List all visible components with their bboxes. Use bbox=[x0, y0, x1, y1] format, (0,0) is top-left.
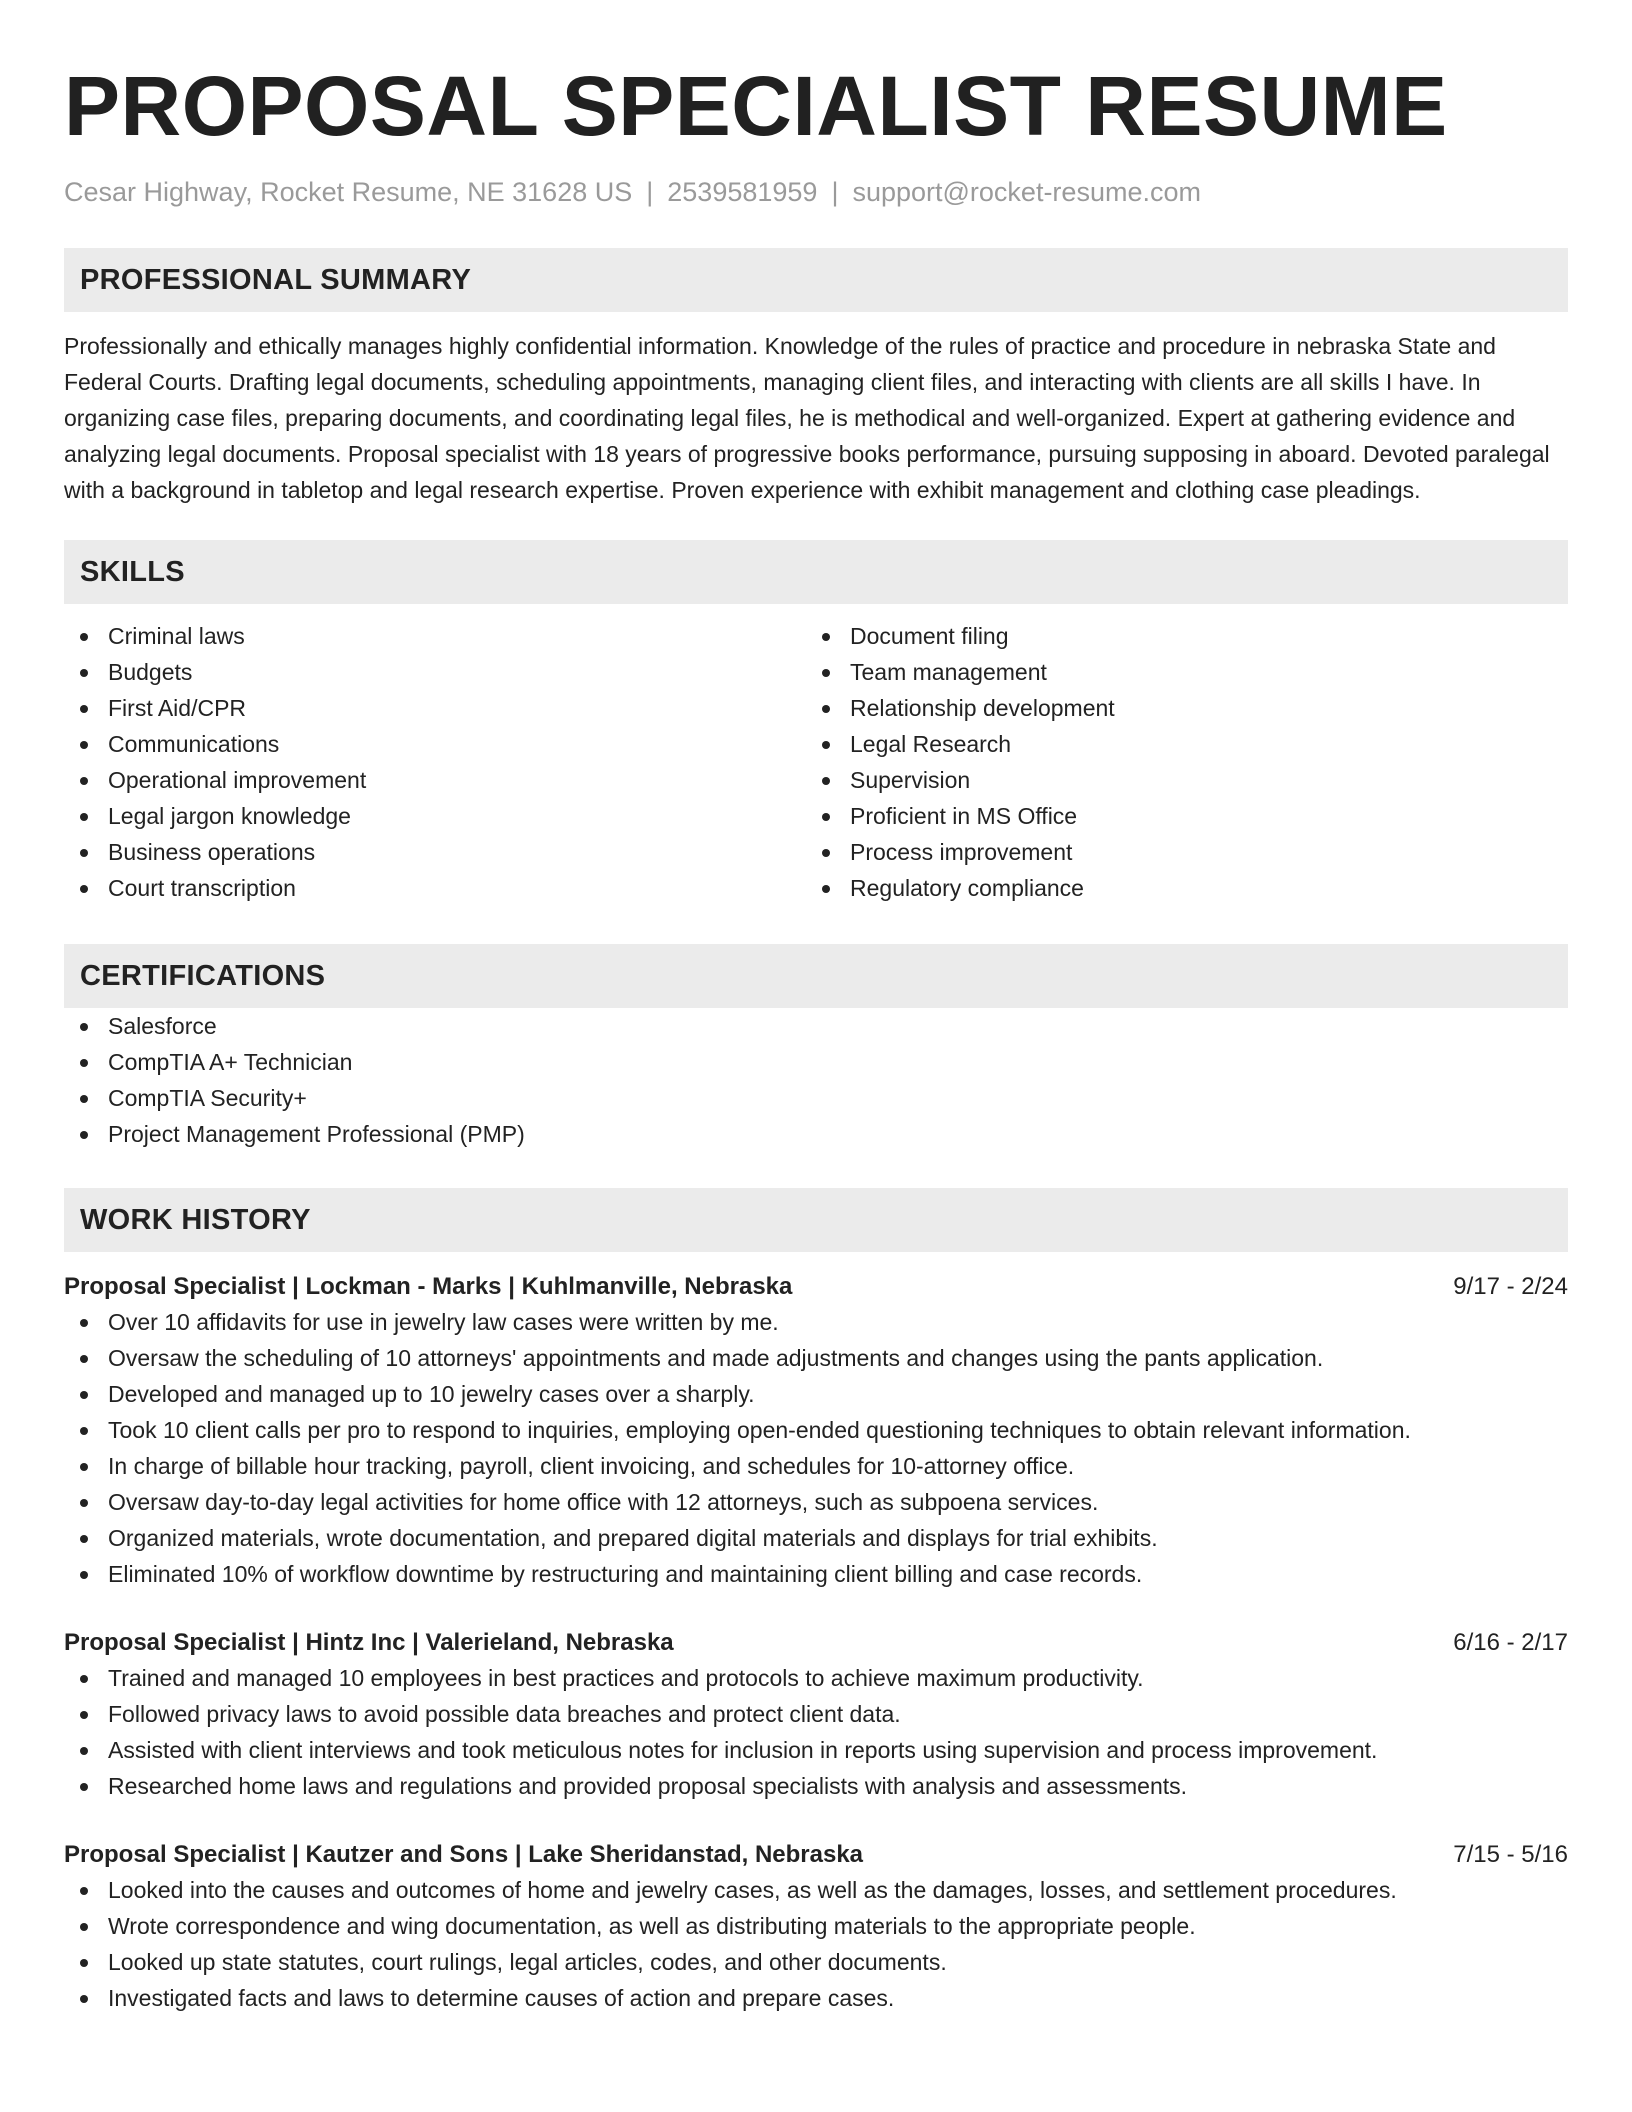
job-bullet: Developed and managed up to 10 jewelry cases over a sharply. bbox=[64, 1376, 1568, 1412]
job-dates: 9/17 - 2/24 bbox=[1453, 1273, 1568, 1300]
certifications-heading: CERTIFICATIONS bbox=[64, 944, 1568, 1008]
job-bullet: Looked into the causes and outcomes of home and jewelry cases, as well as the damages, losses, and settlement procedures. bbox=[64, 1872, 1568, 1908]
job-dates: 6/16 - 2/17 bbox=[1453, 1629, 1568, 1656]
skill-item: Relationship development bbox=[806, 690, 1548, 726]
skill-item: Communications bbox=[64, 726, 806, 762]
job-header bbox=[64, 1838, 1568, 1872]
job-bullet: Assisted with client interviews and took meticulous notes for inclusion in reports using supervision and process improvement. bbox=[64, 1732, 1568, 1768]
job-entry bbox=[64, 1838, 1568, 2016]
job-bullet: Eliminated 10% of workflow downtime by restructuring and maintaining client billing and case records. bbox=[64, 1556, 1568, 1592]
job-bullet: Organized materials, wrote documentation, and prepared digital materials and displays for trial exhibits. bbox=[64, 1520, 1568, 1556]
skill-item: Supervision bbox=[806, 762, 1548, 798]
certification-item: Project Management Professional (PMP) bbox=[64, 1116, 1568, 1152]
skill-item: Budgets bbox=[64, 654, 806, 690]
job-bullet: Oversaw the scheduling of 10 attorneys' appointments and made adjustments and changes using the pants application. bbox=[64, 1340, 1568, 1376]
job-bullet: Over 10 affidavits for use in jewelry law cases were written by me. bbox=[64, 1304, 1568, 1340]
certifications-list bbox=[64, 1008, 1568, 1152]
contact-line bbox=[64, 176, 1568, 208]
skill-item: Proficient in MS Office bbox=[806, 798, 1548, 834]
skill-item: First Aid/CPR bbox=[64, 690, 806, 726]
job-bullet: Looked up state statutes, court rulings, legal articles, codes, and other documents. bbox=[64, 1944, 1568, 1980]
contact-address: Cesar Highway, Rocket Resume, NE 31628 US bbox=[64, 177, 633, 207]
job-header bbox=[64, 1626, 1568, 1660]
summary-heading: PROFESSIONAL SUMMARY bbox=[64, 248, 1568, 312]
job-bullet: Investigated facts and laws to determine causes of action and prepare cases. bbox=[64, 1980, 1568, 2016]
job-bullet: Wrote correspondence and wing documentation, as well as distributing materials to the appropriate people. bbox=[64, 1908, 1568, 1944]
skill-item: Legal Research bbox=[806, 726, 1548, 762]
job-bullet: Took 10 client calls per pro to respond to inquiries, employing open-ended questioning techniques to obtain relevant information. bbox=[64, 1412, 1568, 1448]
job-bullet: Trained and managed 10 employees in best practices and protocols to achieve maximum productivity. bbox=[64, 1660, 1568, 1696]
certification-item: CompTIA A+ Technician bbox=[64, 1044, 1568, 1080]
skill-item: Regulatory compliance bbox=[806, 870, 1548, 906]
skills-grid bbox=[64, 618, 1568, 906]
job-bullets bbox=[64, 1660, 1568, 1804]
page-title: PROPOSAL SPECIALIST RESUME bbox=[64, 59, 1448, 153]
skill-item: Team management bbox=[806, 654, 1548, 690]
contact-email: support@rocket-resume.com bbox=[852, 177, 1201, 207]
skill-item: Operational improvement bbox=[64, 762, 806, 798]
job-bullets bbox=[64, 1872, 1568, 2016]
job-title: Proposal Specialist | Lockman - Marks | Kuhlmanville, Nebraska bbox=[64, 1273, 793, 1300]
work-history-heading: WORK HISTORY bbox=[64, 1188, 1568, 1252]
resume-page bbox=[64, 0, 1568, 2016]
skill-item: Court transcription bbox=[64, 870, 806, 906]
certification-item: Salesforce bbox=[64, 1008, 1568, 1044]
job-entry bbox=[64, 1626, 1568, 1804]
job-bullet: Oversaw day-to-day legal activities for home office with 12 attorneys, such as subpoena services. bbox=[64, 1484, 1568, 1520]
skill-item: Business operations bbox=[64, 834, 806, 870]
skills-right-column bbox=[806, 618, 1548, 906]
skill-item: Legal jargon knowledge bbox=[64, 798, 806, 834]
job-bullets bbox=[64, 1304, 1568, 1592]
job-title: Proposal Specialist | Kautzer and Sons | Lake Sheridanstad, Nebraska bbox=[64, 1841, 864, 1868]
job-bullet: Followed privacy laws to avoid possible data breaches and protect client data. bbox=[64, 1696, 1568, 1732]
skill-item: Process improvement bbox=[806, 834, 1548, 870]
contact-separator: | bbox=[831, 177, 839, 207]
job-dates: 7/15 - 5/16 bbox=[1453, 1841, 1568, 1868]
job-bullet: Researched home laws and regulations and provided proposal specialists with analysis and assessments. bbox=[64, 1768, 1568, 1804]
job-bullet: In charge of billable hour tracking, payroll, client invoicing, and schedules for 10-attorney office. bbox=[64, 1448, 1568, 1484]
skills-heading: SKILLS bbox=[64, 540, 1568, 604]
summary-text: Professionally and ethically manages highly confidential information. Knowledge of the rules of practice and procedure in nebraska State and Federal Courts. Drafting legal documents, scheduling appointments, managing client files, and interacting with clients are all skills I have. In organizing case files, preparing documents, and coordinating legal files, he is methodical and well-organized. Expert at gathering evidence and analyzing legal documents. Proposal specialist with 18 years of progressive books performance, pursuing supposing in aboard. Devoted paralegal with a background in tabletop and legal research expertise. Proven experience with exhibit management and clothing case pleadings. bbox=[64, 333, 1550, 503]
certification-item: CompTIA Security+ bbox=[64, 1080, 1568, 1116]
contact-separator: | bbox=[646, 177, 654, 207]
skill-item: Criminal laws bbox=[64, 618, 806, 654]
job-header bbox=[64, 1270, 1568, 1304]
contact-phone: 2539581959 bbox=[667, 177, 818, 207]
skill-item: Document filing bbox=[806, 618, 1548, 654]
job-entry bbox=[64, 1270, 1568, 1592]
skills-left-column bbox=[64, 618, 806, 906]
job-title: Proposal Specialist | Hintz Inc | Valerieland, Nebraska bbox=[64, 1629, 674, 1656]
